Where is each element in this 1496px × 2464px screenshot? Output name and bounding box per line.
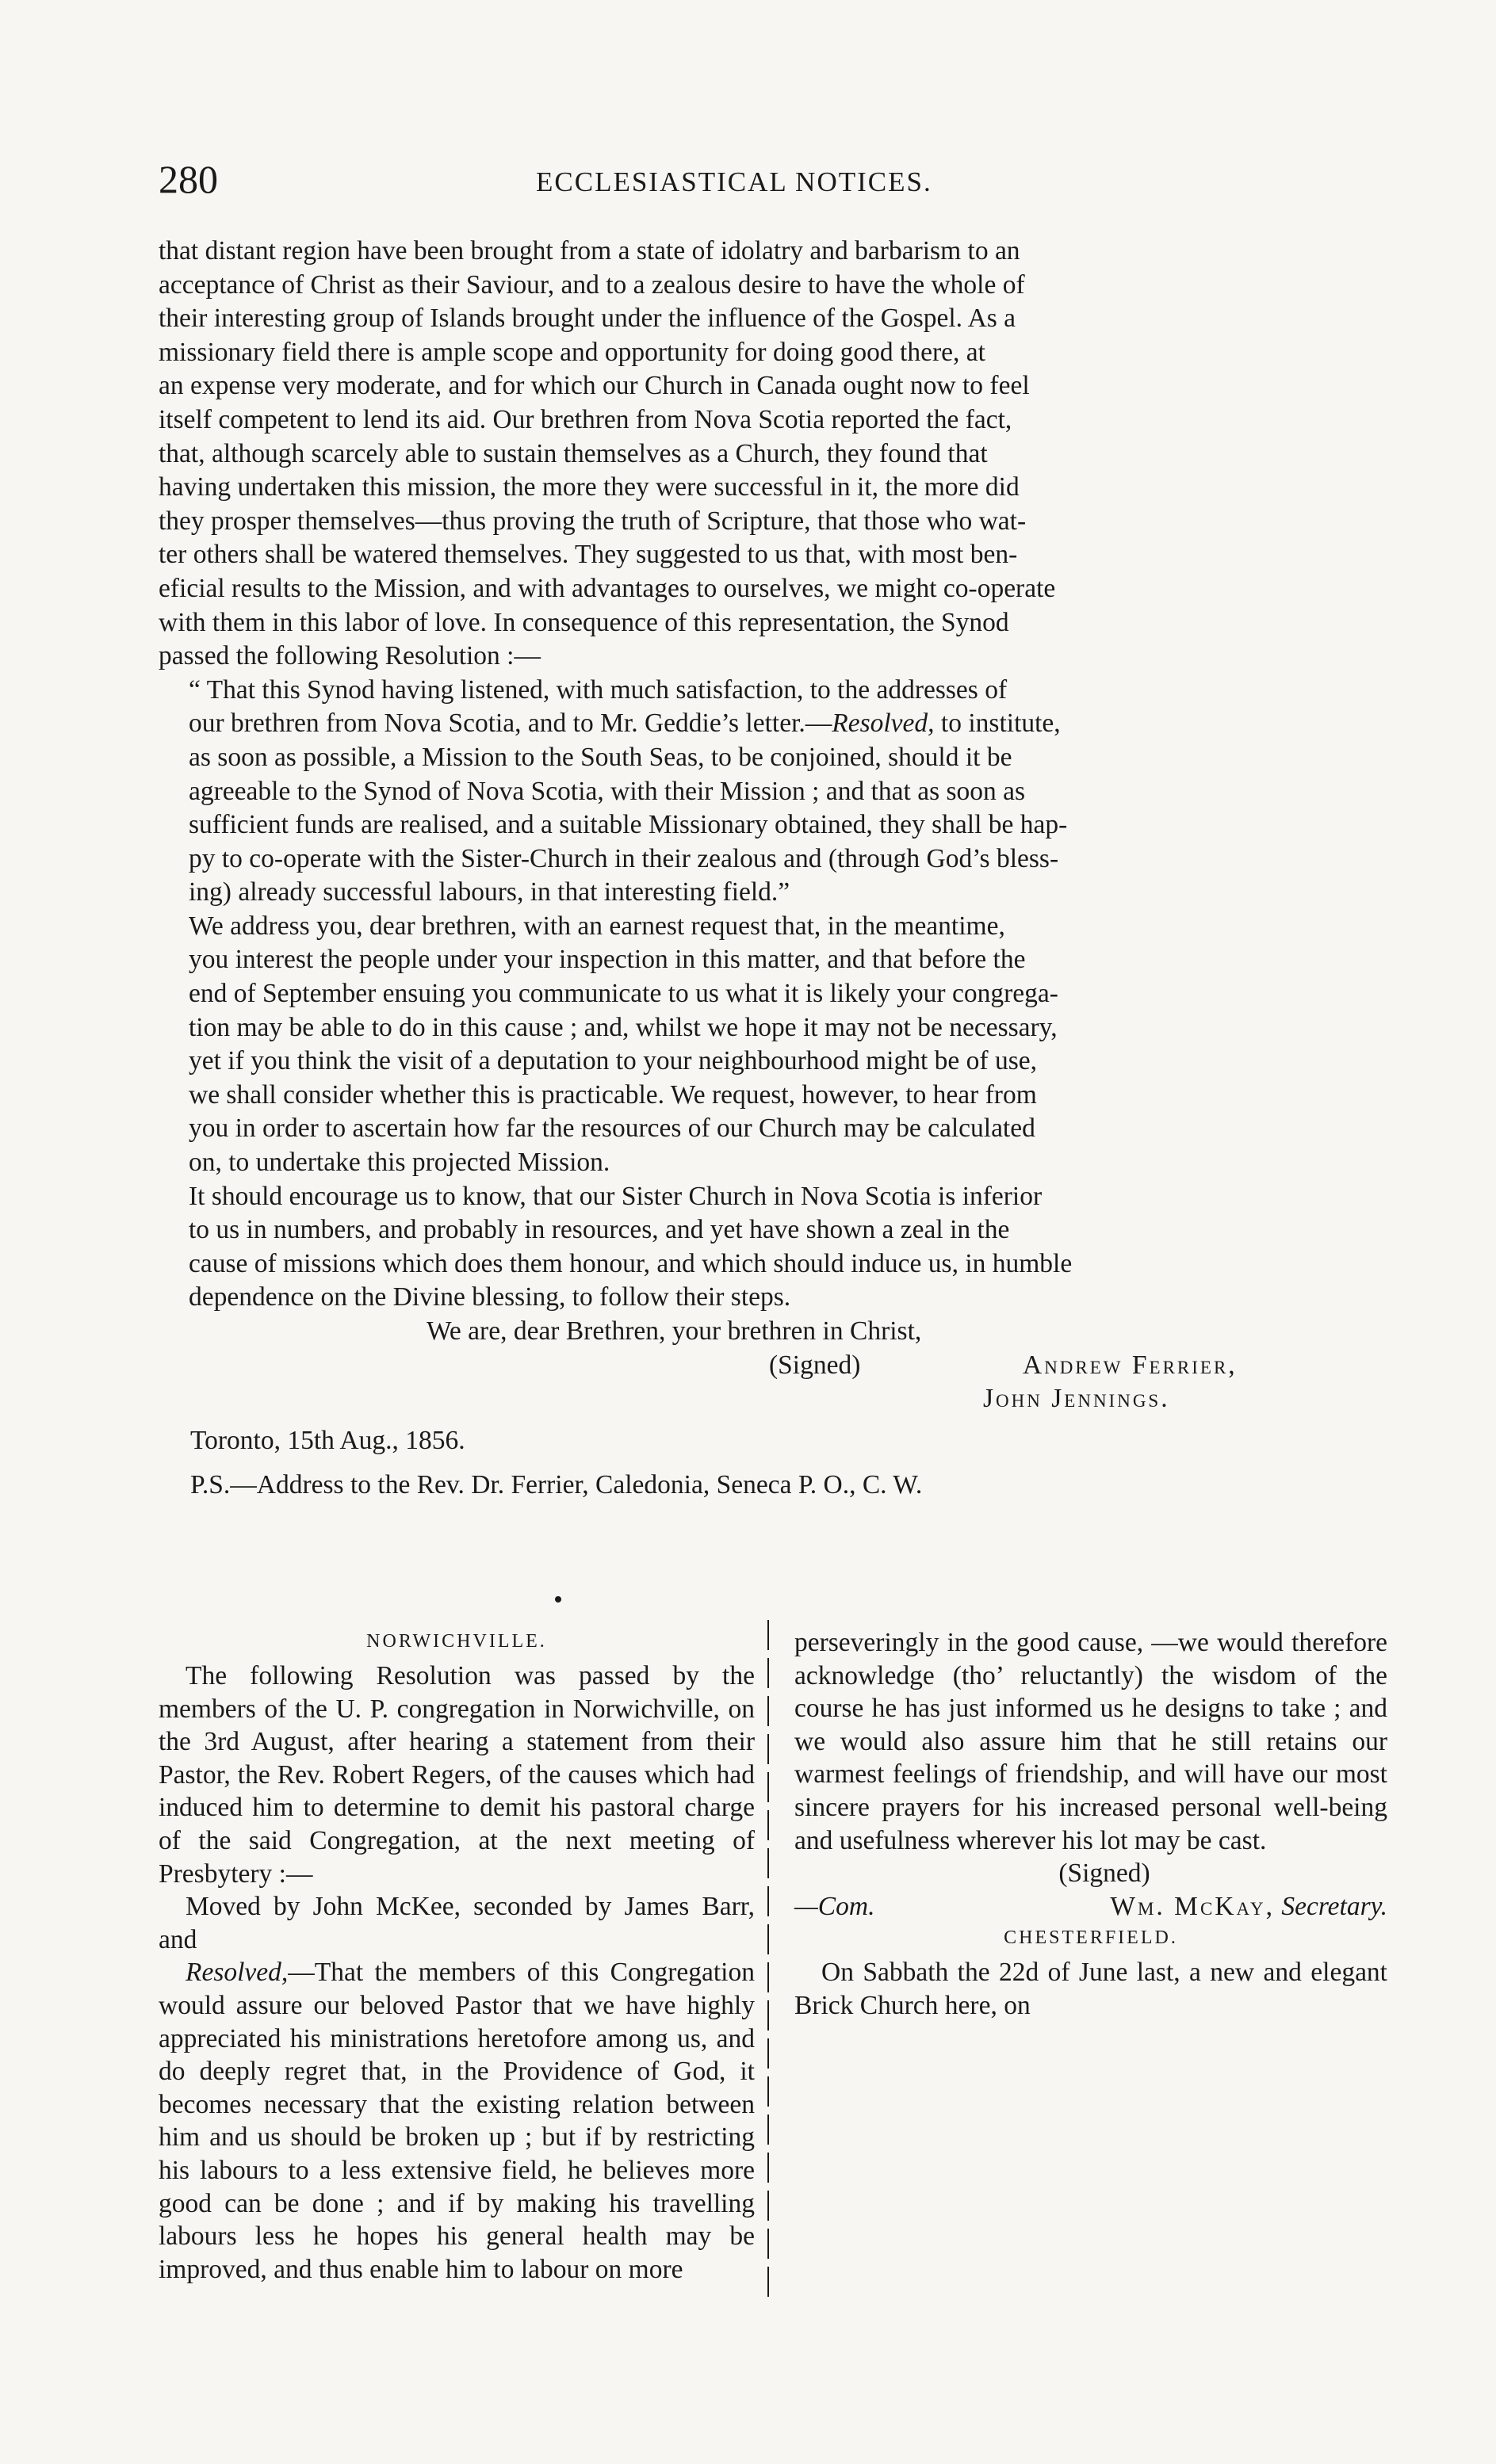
text-line: itself competent to lend its aid. Our brethren from Nova Scotia reported the fact, bbox=[159, 404, 1012, 434]
resolution-continued: perseveringly in the good cause, —we would therefore acknowledge (tho’ reluctantly) the wisdom of the course he has just informed us he designs to take ; and we would also assure him that he still retains our warmest feelings of friendship, and will have our most sincere prayers for his increased personal well-being and usefulness wherever his lot may be cast. bbox=[794, 1628, 1387, 1855]
running-head bbox=[159, 157, 1383, 212]
paragraph-request bbox=[159, 910, 1383, 1180]
secretary-name: Wm. McKay, bbox=[1110, 1891, 1275, 1921]
text-line: on, to undertake this projected Mission. bbox=[189, 1148, 610, 1178]
text-line: having undertaken this mission, the more they were successful in it, the more did bbox=[159, 472, 1020, 502]
text-line: It should encourage us to know, that our Sister Church in Nova Scotia is inferior bbox=[189, 1181, 1043, 1211]
column-right bbox=[794, 1626, 1387, 2023]
text-line: dependence on the Divine blessing, to follow their steps. bbox=[189, 1282, 791, 1312]
secretary-signature bbox=[1110, 1890, 1387, 1923]
main-letter bbox=[159, 235, 1383, 1416]
signed-label: (Signed) bbox=[769, 1350, 861, 1380]
text-line: We address you, dear brethren, with an earnest request that, in the meantime, bbox=[189, 911, 1005, 941]
text-line: sufficient funds are realised, and a suitable Missionary obtained, they shall be hap- bbox=[189, 810, 1068, 840]
signer-jennings: John Jennings. bbox=[983, 1384, 1170, 1414]
text-line: ing) already successful labours, in that interesting field.” bbox=[189, 877, 790, 907]
resolved-label: Resolved, bbox=[186, 1958, 289, 1988]
text-line: you in order to ascertain how far the resources of our Church may be calculated bbox=[189, 1114, 1035, 1144]
norwichville-motion: Moved by John McKee, seconded by James Barr, and bbox=[159, 1892, 755, 1954]
closing-salutation: We are, dear Brethren, your brethren in Christ, bbox=[427, 1316, 922, 1346]
header-title: ECCLESIASTICAL NOTICES. bbox=[536, 166, 932, 197]
com-label: —Com. bbox=[794, 1891, 875, 1921]
signer-ferrier: Andrew Ferrier, bbox=[1023, 1350, 1238, 1380]
text-line: yet if you think the visit of a deputation to your neighbourhood might be of use, bbox=[189, 1046, 1037, 1076]
heading-chesterfield: CHESTERFIELD. bbox=[1004, 1927, 1178, 1949]
signature-line-2 bbox=[159, 1382, 1383, 1416]
resolved-label: Resolved, bbox=[832, 709, 935, 739]
paragraph-encourage bbox=[159, 1180, 1383, 1315]
chesterfield-text: On Sabbath the 22d of June last, a new and elegant Brick Church here, on bbox=[794, 1958, 1387, 2020]
text-line bbox=[159, 707, 1383, 741]
text-line: eficial results to the Mission, and with advantages to ourselves, we might co-operate bbox=[159, 573, 1056, 603]
text-line: py to co-operate with the Sister-Church in their zealous and (through God’s bless- bbox=[189, 843, 1059, 873]
separator-dot bbox=[555, 1596, 561, 1603]
heading-norwichville: NORWICHVILLE. bbox=[366, 1631, 547, 1652]
norwichville-resolution bbox=[159, 1956, 755, 2286]
place-date: Toronto, 15th Aug., 1856. bbox=[190, 1426, 465, 1455]
text-line: cause of missions which does them honour, and which should induce us, in humble bbox=[189, 1248, 1073, 1278]
text-line: you interest the people under your inspection in this matter, and that before the bbox=[189, 945, 1026, 975]
column-divider bbox=[767, 1620, 769, 2298]
text-line: acceptance of Christ as their Saviour, and to a zealous desire to have the whole of bbox=[159, 269, 1025, 300]
text-line: that, although scarcely able to sustain themselves as a Church, they found that bbox=[159, 438, 988, 468]
column-left bbox=[159, 1626, 755, 2286]
text-line: an expense very moderate, and for which our Church in Canada ought now to feel bbox=[159, 371, 1030, 401]
text-line: tion may be able to do in this cause ; and, whilst we hope it may not be necessary, bbox=[189, 1012, 1058, 1042]
text-line: ter others shall be watered themselves. They suggested to us that, with most ben- bbox=[159, 540, 1018, 570]
text-line: as soon as possible, a Mission to the South Seas, to be conjoined, should it be bbox=[189, 742, 1012, 772]
text-line: missionary field there is ample scope and opportunity for doing good there, at bbox=[159, 337, 985, 367]
text-line: we shall consider whether this is practicable. We request, however, to hear from bbox=[189, 1079, 1037, 1110]
text-line: to us in numbers, and probably in resources, and yet have shown a zeal in the bbox=[189, 1215, 1010, 1245]
text-line: agreeable to the Synod of Nova Scotia, with their Mission ; and that as soon as bbox=[189, 776, 1026, 806]
text-line: that distant region have been brought from a state of idolatry and barbarism to an bbox=[159, 236, 1020, 266]
page-number: 280 bbox=[159, 157, 218, 201]
norwichville-intro: The following Resolution was passed by the members of the U. P. congregation in Norwichville, on the 3rd August, after hearing a statement from their Pastor, the Rev. Robert Regers, of the causes which had induced him to determine to demit his pastoral charge of the said Congregation, at the next meeting of Presbytery :— bbox=[159, 1661, 755, 1889]
text-line: passed the following Resolution :— bbox=[159, 641, 541, 671]
text-fragment: to institute, bbox=[934, 709, 1061, 739]
postscript: P.S.—Address to the Rev. Dr. Ferrier, Caledonia, Seneca P. O., C. W. bbox=[190, 1470, 923, 1499]
text-line: end of September ensuing you communicate to us what it is likely your congrega- bbox=[189, 979, 1058, 1009]
text-line: they prosper themselves—thus proving the truth of Scripture, that those who wat- bbox=[159, 506, 1027, 536]
paragraph-mission-field bbox=[159, 235, 1383, 674]
text-line: with them in this labor of love. In consequence of this representation, the Synod bbox=[159, 607, 1009, 637]
resolution-text: —That the members of this Congregation would assure our beloved Pastor that we have highly appreciated his ministrations heretofore among us, and do deeply regret that, in the Providence of God, it becomes necessary that the existing relation between him and us should be broken up ; but if by restricting his labours to a less extensive field, he believes more good can be done ; and if by making his travelling labours less he hopes his general health may be improved, and thus enable him to labour on more bbox=[159, 1958, 755, 2284]
secretary-line bbox=[794, 1890, 1387, 1923]
text-fragment: our brethren from Nova Scotia, and to Mr. Geddie’s letter.— bbox=[189, 709, 832, 739]
signed-label-norwichville: (Signed) bbox=[1058, 1859, 1150, 1889]
secretary-title: Secretary. bbox=[1281, 1891, 1387, 1921]
text-line: “ That this Synod having listened, with much satisfaction, to the addresses of bbox=[189, 674, 1008, 705]
text-line: their interesting group of Islands brought under the influence of the Gospel. As a bbox=[159, 304, 1016, 334]
signature-line bbox=[159, 1349, 1383, 1383]
synod-resolution bbox=[159, 674, 1383, 910]
